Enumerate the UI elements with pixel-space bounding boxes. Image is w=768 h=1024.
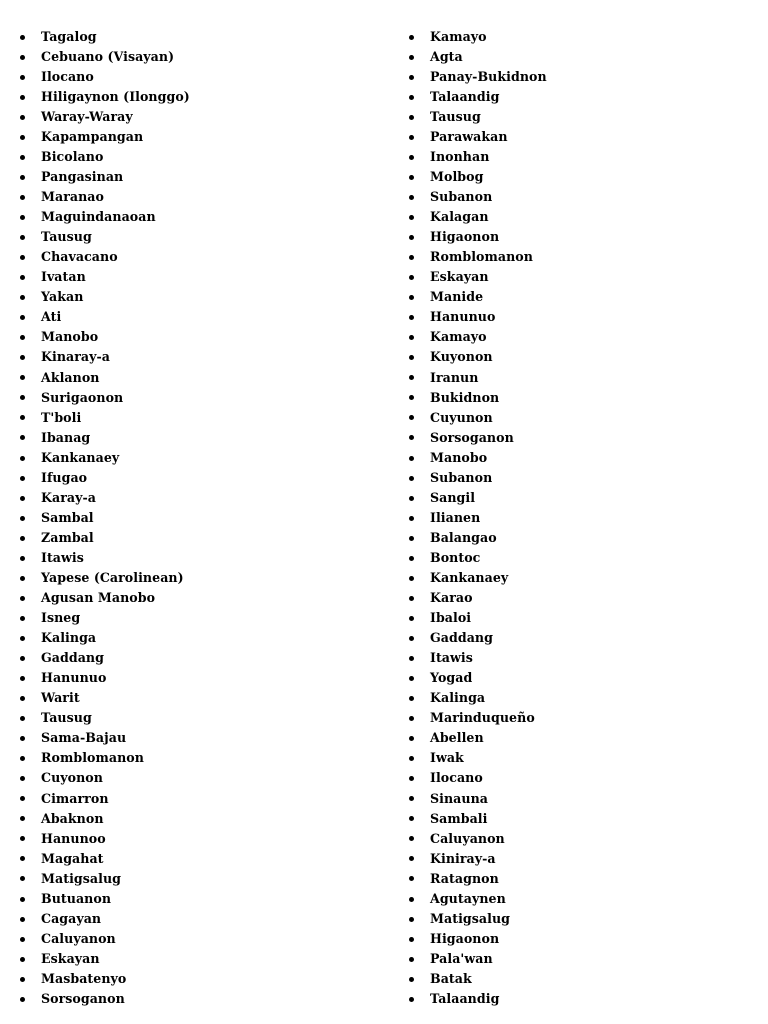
- language-name: Caluyanon: [41, 930, 116, 946]
- bullet-icon: [409, 937, 414, 942]
- bullet-icon: [409, 876, 414, 881]
- bullet-icon: [20, 496, 25, 501]
- language-name: Karao: [430, 590, 473, 606]
- list-item: [18, 87, 378, 107]
- bullet-icon: [20, 135, 25, 140]
- language-name: Manobo: [430, 449, 488, 465]
- bullet-icon: [20, 476, 25, 481]
- list-item: [407, 809, 757, 829]
- language-name: Yogad: [430, 670, 473, 686]
- list-item: [407, 87, 757, 107]
- language-name: Maguindanaoan: [41, 209, 156, 225]
- language-name: Bukidnon: [430, 389, 500, 405]
- list-item: [407, 648, 757, 668]
- language-name: Kamayo: [430, 329, 487, 345]
- list-item: [407, 308, 757, 328]
- list-item: [18, 909, 378, 929]
- bullet-icon: [20, 796, 25, 801]
- list-item: [407, 628, 757, 648]
- language-name: Panay-Bukidnon: [430, 68, 547, 84]
- list-item: [407, 568, 757, 588]
- list-item: [407, 608, 757, 628]
- list-item: [18, 428, 378, 448]
- language-name: Iwak: [430, 750, 464, 766]
- list-item: [18, 829, 378, 849]
- language-name: Subanon: [430, 469, 493, 485]
- language-name: Inonhan: [430, 149, 490, 164]
- language-name: Butuanon: [41, 890, 112, 906]
- bullet-icon: [409, 335, 414, 340]
- language-name: Eskayan: [430, 269, 489, 285]
- language-name: Abellen: [430, 730, 484, 746]
- language-name: Romblomanon: [430, 249, 533, 265]
- language-name: Pangasinan: [41, 169, 124, 185]
- language-name: Waray-Waray: [41, 108, 133, 124]
- bullet-icon: [20, 676, 25, 681]
- list-item: [407, 248, 757, 268]
- language-list-right: [407, 27, 757, 1009]
- language-name: Bicolano: [41, 149, 104, 164]
- language-name: Tausug: [430, 108, 481, 124]
- list-item: [18, 869, 378, 889]
- bullet-icon: [20, 656, 25, 661]
- bullet-icon: [20, 355, 25, 360]
- language-name: Ati: [41, 309, 62, 325]
- list-item: [407, 428, 757, 448]
- bullet-icon: [409, 816, 414, 821]
- language-name: Tausug: [41, 710, 92, 726]
- list-item: [18, 709, 378, 729]
- list-item: [18, 949, 378, 969]
- language-name: Tausug: [41, 229, 92, 245]
- bullet-icon: [409, 796, 414, 801]
- language-name: Pala'wan: [430, 950, 493, 966]
- list-item: [407, 829, 757, 849]
- language-name: Ibanag: [41, 429, 91, 445]
- list-item: [18, 588, 378, 608]
- language-name: Gaddang: [41, 650, 104, 666]
- language-name: Balangao: [430, 529, 497, 545]
- language-name: Sangil: [430, 489, 476, 505]
- bullet-icon: [409, 175, 414, 180]
- language-name: Hanunuo: [430, 309, 496, 325]
- list-item: [18, 348, 378, 368]
- bullet-icon: [409, 636, 414, 641]
- language-name: Marinduqueño: [430, 710, 535, 726]
- list-item: [18, 809, 378, 829]
- language-name: Yakan: [41, 289, 84, 305]
- list-item: [407, 468, 757, 488]
- bullet-icon: [409, 836, 414, 841]
- bullet-icon: [409, 435, 414, 440]
- list-item: [407, 989, 757, 1009]
- bullet-icon: [409, 255, 414, 260]
- list-item: [18, 187, 378, 207]
- bullet-icon: [409, 75, 414, 80]
- bullet-icon: [409, 295, 414, 300]
- bullet-icon: [20, 75, 25, 80]
- list-item: [18, 448, 378, 468]
- language-name: Abaknon: [41, 810, 104, 826]
- bullet-icon: [409, 696, 414, 701]
- language-list-left: [18, 27, 378, 1009]
- list-item: [18, 628, 378, 648]
- bullet-icon: [20, 556, 25, 561]
- bullet-icon: [20, 856, 25, 861]
- list-item: [407, 769, 757, 789]
- language-name: Warit: [41, 690, 80, 706]
- language-name: Surigaonon: [41, 389, 124, 405]
- bullet-icon: [20, 736, 25, 741]
- language-name: Magahat: [41, 850, 104, 866]
- bullet-icon: [20, 215, 25, 220]
- language-name: Chavacano: [41, 249, 118, 265]
- list-item: [18, 268, 378, 288]
- list-item: [18, 689, 378, 709]
- list-item: [407, 227, 757, 247]
- list-item: [407, 67, 757, 87]
- language-name: Kalinga: [41, 630, 97, 646]
- bullet-icon: [409, 596, 414, 601]
- list-item: [18, 849, 378, 869]
- language-name: Iranun: [430, 369, 479, 385]
- list-item: [407, 689, 757, 709]
- language-name: Isneg: [41, 610, 81, 626]
- list-item: [18, 729, 378, 749]
- language-name: Manobo: [41, 329, 99, 345]
- bullet-icon: [20, 696, 25, 701]
- bullet-icon: [20, 576, 25, 581]
- bullet-icon: [409, 395, 414, 400]
- list-item: [407, 207, 757, 227]
- list-item: [18, 548, 378, 568]
- language-name: T'boli: [41, 409, 82, 425]
- bullet-icon: [409, 516, 414, 521]
- bullet-icon: [409, 917, 414, 922]
- language-name: Hanunoo: [41, 830, 106, 846]
- language-name: Karay-a: [41, 489, 96, 505]
- language-name: Hanunuo: [41, 670, 107, 686]
- bullet-icon: [409, 977, 414, 982]
- bullet-icon: [20, 115, 25, 120]
- bullet-icon: [409, 656, 414, 661]
- bullet-icon: [409, 275, 414, 280]
- list-item: [407, 488, 757, 508]
- bullet-icon: [409, 616, 414, 621]
- bullet-icon: [409, 315, 414, 320]
- list-item: [407, 27, 757, 47]
- bullet-icon: [20, 275, 25, 280]
- list-item: [18, 207, 378, 227]
- list-item: [407, 749, 757, 769]
- bullet-icon: [20, 716, 25, 721]
- bullet-icon: [20, 435, 25, 440]
- language-name: Gaddang: [430, 630, 493, 646]
- bullet-icon: [20, 175, 25, 180]
- language-name: Kiniray-a: [430, 850, 496, 866]
- list-item: [407, 388, 757, 408]
- list-item: [18, 608, 378, 628]
- list-item: [18, 969, 378, 989]
- list-item: [18, 508, 378, 528]
- list-item: [18, 288, 378, 308]
- list-item: [407, 548, 757, 568]
- list-item: [18, 67, 378, 87]
- bullet-icon: [20, 235, 25, 240]
- bullet-icon: [409, 235, 414, 240]
- language-name: Kuyonon: [430, 349, 493, 365]
- language-name: Talaandig: [430, 990, 500, 1006]
- bullet-icon: [20, 816, 25, 821]
- language-name: Ibaloi: [430, 610, 472, 626]
- list-item: [18, 769, 378, 789]
- list-item: [18, 328, 378, 348]
- language-name: Masbatenyo: [41, 970, 127, 986]
- language-name: Talaandig: [430, 88, 500, 104]
- language-name: Higaonon: [430, 930, 500, 946]
- language-name: Parawakan: [430, 128, 508, 144]
- bullet-icon: [409, 155, 414, 160]
- bullet-icon: [409, 415, 414, 420]
- language-name: Agusan Manobo: [41, 590, 156, 606]
- list-item: [18, 227, 378, 247]
- language-name: Cuyonon: [41, 770, 103, 786]
- list-item: [18, 889, 378, 909]
- bullet-icon: [20, 295, 25, 300]
- language-name: Ifugao: [41, 469, 88, 485]
- bullet-icon: [20, 55, 25, 60]
- bullet-icon: [20, 917, 25, 922]
- list-item: [407, 909, 757, 929]
- bullet-icon: [409, 195, 414, 200]
- language-name: Subanon: [430, 189, 493, 205]
- bullet-icon: [20, 756, 25, 761]
- list-item: [407, 107, 757, 127]
- language-name: Kalagan: [430, 209, 489, 225]
- list-item: [407, 588, 757, 608]
- language-name: Ratagnon: [430, 870, 499, 886]
- language-name: Ilocano: [41, 68, 94, 84]
- bullet-icon: [20, 516, 25, 521]
- language-name: Matigsalug: [41, 870, 122, 886]
- list-item: [18, 147, 378, 167]
- bullet-icon: [409, 456, 414, 461]
- bullet-icon: [20, 35, 25, 40]
- language-name: Ilocano: [430, 770, 483, 786]
- bullet-icon: [20, 315, 25, 320]
- bullet-icon: [409, 856, 414, 861]
- list-item: [407, 869, 757, 889]
- bullet-icon: [409, 115, 414, 120]
- language-name: Agta: [430, 48, 463, 64]
- bullet-icon: [20, 335, 25, 340]
- language-name: Hiligaynon (Ilonggo): [41, 88, 190, 104]
- bullet-icon: [20, 836, 25, 841]
- language-name: Itawis: [41, 549, 84, 565]
- language-name: Ilianen: [430, 509, 481, 525]
- language-name: Sorsoganon: [41, 990, 125, 1006]
- list-item: [18, 248, 378, 268]
- language-name: Maranao: [41, 189, 104, 205]
- bullet-icon: [20, 977, 25, 982]
- bullet-icon: [20, 937, 25, 942]
- language-name: Tagalog: [41, 28, 97, 44]
- list-item: [407, 508, 757, 528]
- list-item: [407, 729, 757, 749]
- language-name: Cuyunon: [430, 409, 493, 425]
- list-item: [407, 969, 757, 989]
- bullet-icon: [20, 616, 25, 621]
- bullet-icon: [20, 456, 25, 461]
- language-name: Kankanaey: [430, 569, 509, 585]
- list-item: [407, 127, 757, 147]
- list-item: [407, 949, 757, 969]
- bullet-icon: [20, 957, 25, 962]
- list-item: [18, 789, 378, 809]
- language-name: Molbog: [430, 169, 484, 185]
- bullet-icon: [20, 155, 25, 160]
- list-item: [18, 528, 378, 548]
- bullet-icon: [409, 375, 414, 380]
- bullet-icon: [20, 395, 25, 400]
- list-item: [407, 147, 757, 167]
- bullet-icon: [20, 415, 25, 420]
- language-name: Cagayan: [41, 910, 102, 926]
- list-item: [18, 308, 378, 328]
- list-item: [407, 328, 757, 348]
- bullet-icon: [409, 576, 414, 581]
- list-item: [18, 167, 378, 187]
- bullet-icon: [409, 215, 414, 220]
- language-name: Kamayo: [430, 28, 487, 44]
- bullet-icon: [409, 496, 414, 501]
- language-name: Kapampangan: [41, 128, 144, 144]
- language-name: Manide: [430, 289, 484, 305]
- list-item: [407, 167, 757, 187]
- language-name: Bontoc: [430, 549, 481, 565]
- language-name: Eskayan: [41, 950, 100, 966]
- language-name: Higaonon: [430, 229, 500, 245]
- language-name: Romblomanon: [41, 750, 144, 766]
- bullet-icon: [20, 95, 25, 100]
- list-item: [407, 709, 757, 729]
- list-item: [18, 27, 378, 47]
- language-name: Sambal: [41, 509, 94, 525]
- list-item: [18, 648, 378, 668]
- language-name: Aklanon: [41, 369, 100, 385]
- bullet-icon: [409, 676, 414, 681]
- bullet-icon: [20, 876, 25, 881]
- list-item: [407, 187, 757, 207]
- language-name: Cebuano (Visayan): [41, 48, 175, 64]
- language-name: Ivatan: [41, 269, 86, 285]
- list-item: [407, 929, 757, 949]
- list-item: [18, 408, 378, 428]
- bullet-icon: [409, 756, 414, 761]
- language-name: Itawis: [430, 650, 473, 666]
- bullet-icon: [409, 556, 414, 561]
- bullet-icon: [409, 776, 414, 781]
- list-item: [407, 849, 757, 869]
- list-item: [407, 408, 757, 428]
- language-name: Sama-Bajau: [41, 730, 127, 746]
- list-item: [407, 789, 757, 809]
- list-item: [18, 107, 378, 127]
- list-item: [407, 889, 757, 909]
- list-item: [407, 669, 757, 689]
- language-name: Kalinga: [430, 690, 486, 706]
- list-item: [407, 268, 757, 288]
- list-item: [18, 488, 378, 508]
- list-item: [18, 127, 378, 147]
- language-name: Kankanaey: [41, 449, 120, 465]
- list-item: [18, 47, 378, 67]
- bullet-icon: [20, 596, 25, 601]
- list-item: [407, 288, 757, 308]
- bullet-icon: [409, 716, 414, 721]
- list-item: [407, 47, 757, 67]
- bullet-icon: [20, 897, 25, 902]
- language-name: Agutaynen: [430, 890, 506, 906]
- bullet-icon: [20, 195, 25, 200]
- list-item: [18, 749, 378, 769]
- list-item: [407, 448, 757, 468]
- language-name: Sorsoganon: [430, 429, 514, 445]
- language-name: Cimarron: [41, 790, 109, 806]
- list-item: [18, 468, 378, 488]
- bullet-icon: [20, 255, 25, 260]
- language-name: Sambali: [430, 810, 488, 826]
- bullet-icon: [20, 375, 25, 380]
- bullet-icon: [20, 997, 25, 1002]
- list-item: [18, 929, 378, 949]
- list-item: [18, 669, 378, 689]
- language-name: Caluyanon: [430, 830, 505, 846]
- language-name: Batak: [430, 970, 472, 986]
- bullet-icon: [409, 476, 414, 481]
- list-item: [18, 388, 378, 408]
- bullet-icon: [409, 135, 414, 140]
- bullet-icon: [409, 355, 414, 360]
- list-item: [407, 348, 757, 368]
- bullet-icon: [20, 636, 25, 641]
- language-name: Kinaray-a: [41, 349, 110, 365]
- list-item: [18, 368, 378, 388]
- bullet-icon: [409, 997, 414, 1002]
- language-name: Yapese (Carolinean): [41, 569, 184, 585]
- bullet-icon: [409, 536, 414, 541]
- bullet-icon: [20, 776, 25, 781]
- language-name: Sinauna: [430, 790, 489, 806]
- list-item: [407, 528, 757, 548]
- list-item: [18, 568, 378, 588]
- bullet-icon: [409, 95, 414, 100]
- bullet-icon: [409, 897, 414, 902]
- list-item: [407, 368, 757, 388]
- bullet-icon: [20, 536, 25, 541]
- list-item: [18, 989, 378, 1009]
- bullet-icon: [409, 55, 414, 60]
- language-name: Matigsalug: [430, 910, 511, 926]
- bullet-icon: [409, 736, 414, 741]
- bullet-icon: [409, 957, 414, 962]
- language-name: Zambal: [41, 529, 94, 545]
- bullet-icon: [409, 35, 414, 40]
